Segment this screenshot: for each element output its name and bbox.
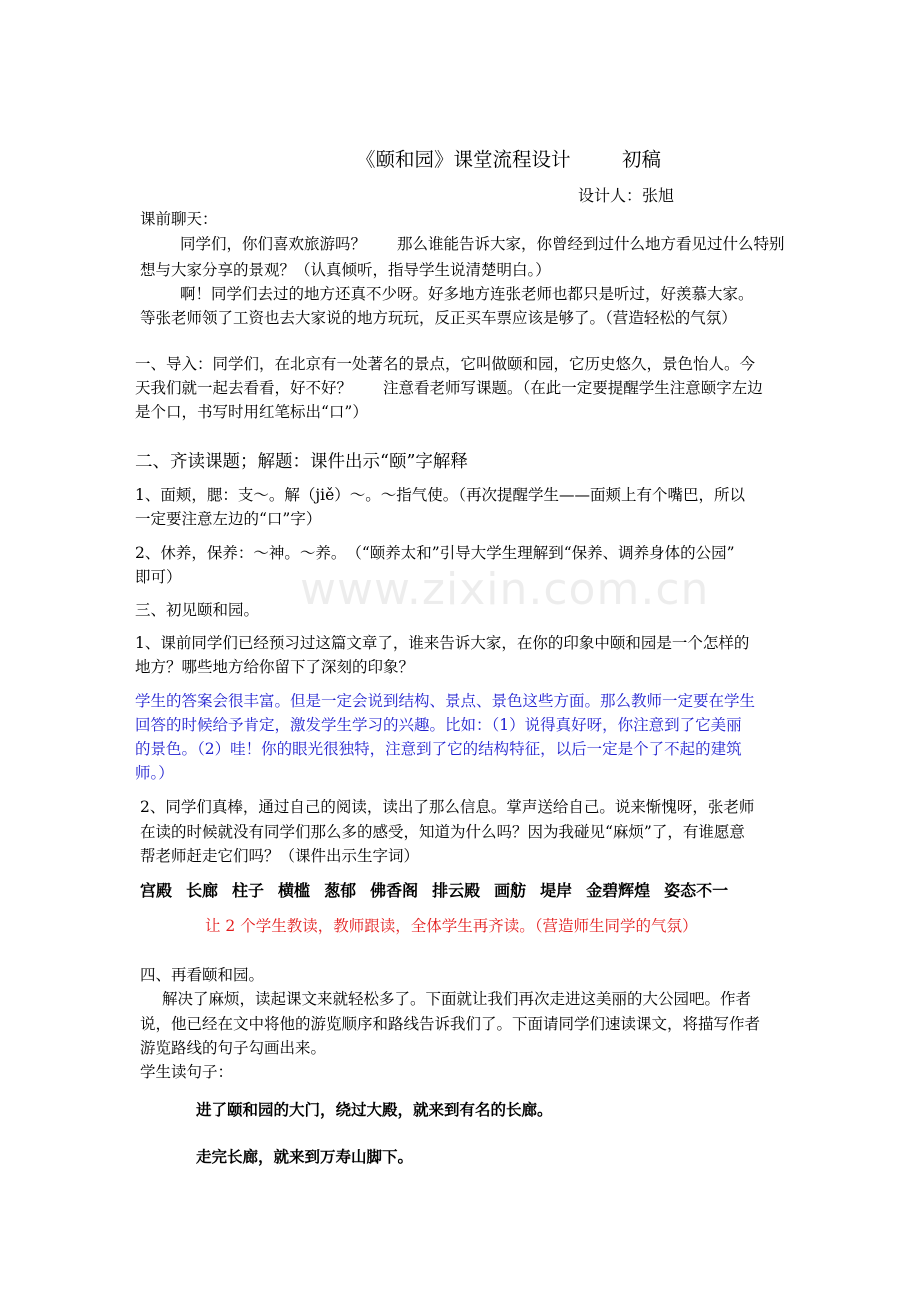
paragraph-line: 一、导入：同学们，在北京有一处著名的景点，它叫做颐和园，它历史悠久，景色怡人。今 bbox=[135, 355, 756, 373]
paragraph-line: 等张老师领了工资也去大家说的地方玩玩，反正买车票应该是够了。（营造轻松的气氛） bbox=[140, 309, 737, 327]
note-line: 师。） bbox=[135, 764, 174, 782]
vocabulary-word: 葱郁 bbox=[324, 881, 357, 900]
section-heading: 三、初见颐和园。 bbox=[135, 601, 260, 619]
vocabulary-word: 长廊 bbox=[186, 881, 219, 900]
student-prompt: 学生读句子： bbox=[140, 1063, 234, 1081]
paragraph-line: 同学们，你们喜欢旅游吗？ 那么谁能告诉大家，你曾经到过什么地方看见过什么特别 bbox=[180, 235, 785, 253]
vocabulary-word: 宫殿 bbox=[140, 881, 173, 900]
section-heading: 课前聊天： bbox=[140, 210, 218, 228]
note-line: 回答的时候给予肯定，激发学生学习的兴趣。比如：（1）说得真好呀，你注意到了它美丽 bbox=[135, 716, 742, 734]
designer-line: 设计人：张旭 bbox=[578, 186, 675, 205]
vocabulary-word: 排云殿 bbox=[432, 881, 481, 900]
route-sentence: 进了颐和园的大门，绕过大殿，就来到有名的长廊。 bbox=[196, 1101, 553, 1119]
vocabulary-word: 柱子 bbox=[232, 881, 265, 900]
paragraph-line: 地方？哪些地方给你留下了深刻的印象？ bbox=[135, 658, 415, 676]
vocabulary-word: 金碧辉煌 bbox=[586, 881, 651, 900]
document-title: 《颐和园》课堂流程设计 bbox=[356, 148, 571, 171]
definition-line: 2、休养，保养：～神。～养。 （“颐养太和”引导大学生理解到“保养、调养身体的公园” bbox=[135, 544, 735, 562]
note-line: 学生的答案会很丰富。但是一定会说到结构、景点、景色这些方面。那么教师一定要在学生 bbox=[135, 692, 756, 710]
vocabulary-word: 画舫 bbox=[494, 881, 527, 900]
vocabulary-word: 佛香阁 bbox=[370, 881, 419, 900]
draft-label: 初稿 bbox=[622, 148, 662, 171]
paragraph-line: 1、课前同学们已经预习过这篇文章了，谁来告诉大家，在你的印象中颐和园是一个怎样的 bbox=[135, 634, 750, 652]
paragraph-line: 想与大家分享的景观？（认真倾听，指导学生说清楚明白。） bbox=[140, 261, 551, 279]
vocabulary-word: 横槛 bbox=[278, 881, 311, 900]
paragraph-line: 啊！同学们去过的地方还真不少呀。好多地方连张老师也都只是听过，好羡慕大家。 bbox=[180, 285, 754, 303]
definition-line: 1、面颊，腮：支～。解（jiě）～。～指气使。（再次提醒学生——面颊上有个嘴巴，所以 bbox=[135, 486, 746, 504]
note-line: 的景色。（2）哇！你的眼光很独特，注意到了它的结构特征，以后一定是个了不起的建筑 bbox=[135, 740, 742, 758]
paragraph-line: 天我们就一起去看看，好不好？ 注意看老师写课题。（在此一定要提醒学生注意颐字左边 bbox=[135, 379, 763, 397]
vocabulary-word: 堤岸 bbox=[540, 881, 573, 900]
paragraph-line: 是个口，书写时用红笔标出“口”） bbox=[135, 403, 368, 421]
definition-line: 即可） bbox=[135, 568, 182, 586]
vocabulary-word: 姿态不一 bbox=[664, 881, 729, 900]
watermark: www.zixin.com.cn bbox=[300, 564, 710, 615]
paragraph-line: 2、同学们真棒，通过自己的阅读，读出了那么信息。掌声送给自己。说来惭愧呀，张老师 bbox=[140, 798, 755, 816]
paragraph-line: 游览路线的句子勾画出来。 bbox=[140, 1039, 327, 1057]
vocabulary-list bbox=[140, 879, 728, 903]
paragraph-line: 在读的时候就没有同学们那么多的感受，知道为什么吗？因为我碰见“麻烦”了，有谁愿意 bbox=[140, 823, 745, 841]
section-heading: 四、再看颐和园。 bbox=[140, 966, 265, 984]
route-sentence: 走完长廊，就来到万寿山脚下。 bbox=[196, 1148, 414, 1166]
definition-line: 一定要注意左边的“口”字） bbox=[135, 510, 322, 528]
paragraph-line: 帮老师赶走它们吗？（课件出示生字词） bbox=[140, 847, 420, 865]
teacher-note-red: 让 2 个学生教读，教师跟读，全体学生再齐读。（营造师生同学的气氛） bbox=[205, 917, 698, 935]
section-heading: 二、齐读课题；解题：课件出示“颐”字解释 bbox=[135, 452, 468, 472]
paragraph-line: 解决了麻烦，读起课文来就轻松多了。下面就让我们再次走进这美丽的大公园吧。作者 bbox=[162, 990, 752, 1008]
paragraph-line: 说，他已经在文中将他的游览顺序和路线告诉我们了。下面请同学们速读课文，将描写作者 bbox=[140, 1015, 761, 1033]
